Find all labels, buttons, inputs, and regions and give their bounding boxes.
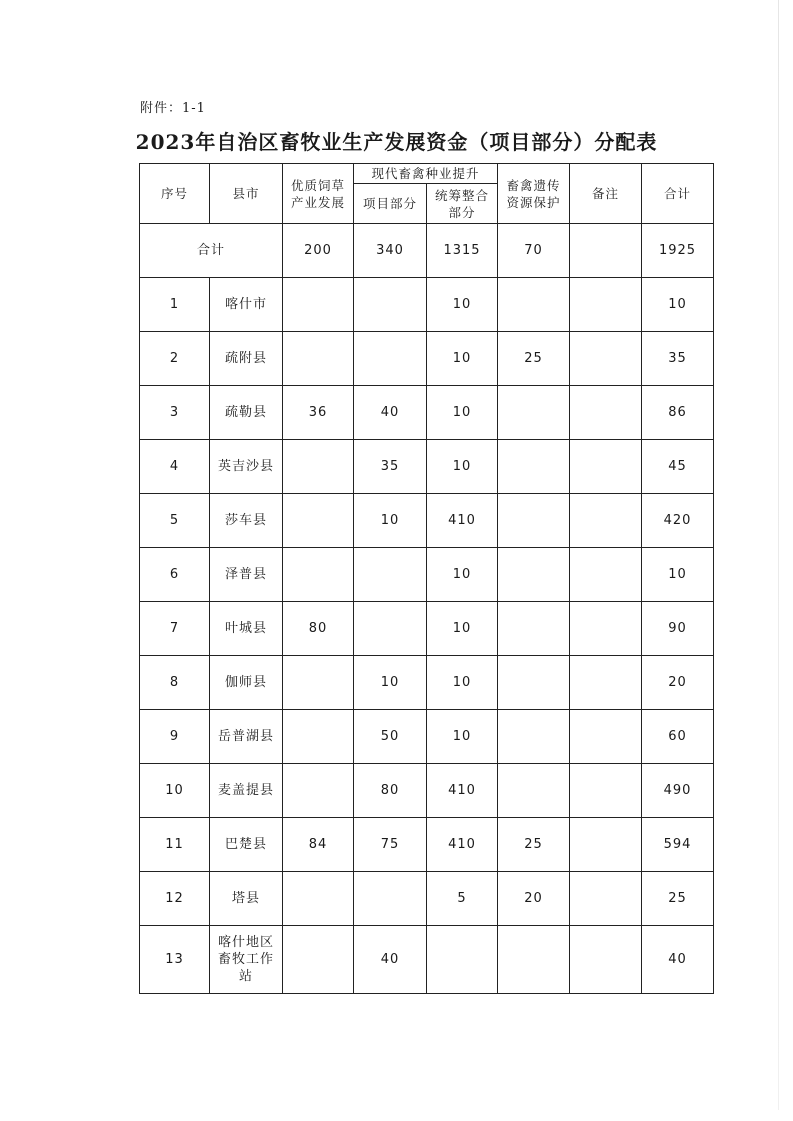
cell-forage: 36 [283,386,354,440]
cell-seq: 13 [140,926,210,994]
cell-total: 10 [642,278,714,332]
cell-genetic: 25 [498,332,570,386]
cell-seq: 8 [140,656,210,710]
attachment-label: 附件：1-1 [140,101,206,116]
table-row [140,278,714,332]
cell-seq: 6 [140,548,210,602]
cell-remark [570,332,642,386]
cell-forage [283,872,354,926]
cell-remark [570,872,642,926]
cell-project: 40 [354,386,427,440]
cell-seq: 5 [140,494,210,548]
cell-genetic [498,548,570,602]
table-row [140,602,714,656]
cell-remark [570,548,642,602]
cell-seq: 10 [140,764,210,818]
cell-county: 喀什地区畜牧工作站 [210,926,283,994]
header-integration-part: 统筹整合部分 [427,184,498,224]
cell-forage [283,926,354,994]
table-row [140,710,714,764]
table-row [140,818,714,872]
cell-integration: 5 [427,872,498,926]
table-row [140,332,714,386]
cell-forage: 80 [283,602,354,656]
header-seq: 序号 [140,164,210,224]
total-row [140,224,714,278]
cell-genetic [498,278,570,332]
cell-seq: 7 [140,602,210,656]
cell-project: 75 [354,818,427,872]
cell-county: 岳普湖县 [210,710,283,764]
cell-forage [283,278,354,332]
cell-county: 喀什市 [210,278,283,332]
cell-integration: 10 [427,440,498,494]
table-row [140,926,714,994]
cell-total: 60 [642,710,714,764]
cell-integration: 10 [427,548,498,602]
cell-remark [570,602,642,656]
table-row [140,548,714,602]
cell-seq: 12 [140,872,210,926]
cell-integration: 10 [427,386,498,440]
cell-remark [570,818,642,872]
cell-total: 25 [642,872,714,926]
cell-project: 50 [354,710,427,764]
table-row [140,872,714,926]
cell-seq: 9 [140,710,210,764]
total-project: 340 [354,224,427,278]
cell-county: 伽师县 [210,656,283,710]
cell-seq: 3 [140,386,210,440]
cell-remark [570,440,642,494]
table-row [140,440,714,494]
cell-county: 莎车县 [210,494,283,548]
cell-county: 泽普县 [210,548,283,602]
page-title: 2023年自治区畜牧业生产发展资金（项目部分）分配表 [135,130,658,154]
cell-integration [427,926,498,994]
total-label: 合计 [140,224,283,278]
cell-remark [570,710,642,764]
cell-forage [283,332,354,386]
header-modern-breeding: 现代畜禽种业提升 [354,164,498,184]
cell-seq: 2 [140,332,210,386]
cell-total: 90 [642,602,714,656]
cell-remark [570,386,642,440]
cell-integration: 10 [427,710,498,764]
header-remark: 备注 [570,164,642,224]
cell-forage [283,764,354,818]
cell-forage [283,494,354,548]
table-row [140,656,714,710]
header-county: 县市 [210,164,283,224]
table-row [140,494,714,548]
cell-integration: 410 [427,818,498,872]
total-remark [570,224,642,278]
total-total: 1925 [642,224,714,278]
cell-project [354,872,427,926]
table-row [140,386,714,440]
cell-project: 80 [354,764,427,818]
cell-genetic [498,710,570,764]
total-genetic: 70 [498,224,570,278]
cell-forage [283,710,354,764]
cell-project [354,332,427,386]
cell-genetic [498,494,570,548]
cell-project [354,602,427,656]
cell-genetic: 20 [498,872,570,926]
cell-seq: 4 [140,440,210,494]
cell-genetic [498,602,570,656]
cell-total: 490 [642,764,714,818]
cell-remark [570,764,642,818]
header-genetic-resources: 畜禽遗传资源保护 [498,164,570,224]
scan-edge-line [778,0,779,1110]
cell-seq: 1 [140,278,210,332]
header-row-top [140,164,714,184]
cell-county: 塔县 [210,872,283,926]
header-project-part: 项目部分 [354,184,427,224]
total-integration: 1315 [427,224,498,278]
cell-total: 20 [642,656,714,710]
total-forage: 200 [283,224,354,278]
cell-forage [283,548,354,602]
cell-integration: 10 [427,278,498,332]
cell-genetic [498,764,570,818]
cell-integration: 10 [427,332,498,386]
cell-genetic [498,926,570,994]
cell-total: 594 [642,818,714,872]
cell-county: 叶城县 [210,602,283,656]
cell-total: 35 [642,332,714,386]
cell-project: 10 [354,494,427,548]
cell-integration: 10 [427,656,498,710]
cell-project: 35 [354,440,427,494]
cell-remark [570,656,642,710]
allocation-table [139,163,714,994]
cell-forage [283,656,354,710]
cell-total: 420 [642,494,714,548]
header-forage: 优质饲草产业发展 [283,164,354,224]
cell-county: 疏附县 [210,332,283,386]
cell-genetic [498,440,570,494]
cell-integration: 410 [427,764,498,818]
cell-total: 40 [642,926,714,994]
cell-project: 40 [354,926,427,994]
cell-forage [283,440,354,494]
table-row [140,764,714,818]
header-total: 合计 [642,164,714,224]
cell-forage: 84 [283,818,354,872]
cell-total: 45 [642,440,714,494]
cell-project [354,548,427,602]
cell-genetic [498,656,570,710]
cell-genetic [498,386,570,440]
cell-county: 英吉沙县 [210,440,283,494]
cell-county: 麦盖提县 [210,764,283,818]
cell-seq: 11 [140,818,210,872]
cell-total: 86 [642,386,714,440]
cell-integration: 410 [427,494,498,548]
cell-project: 10 [354,656,427,710]
cell-remark [570,494,642,548]
cell-integration: 10 [427,602,498,656]
cell-genetic: 25 [498,818,570,872]
cell-remark [570,278,642,332]
cell-county: 巴楚县 [210,818,283,872]
cell-project [354,278,427,332]
cell-total: 10 [642,548,714,602]
cell-county: 疏勒县 [210,386,283,440]
cell-remark [570,926,642,994]
